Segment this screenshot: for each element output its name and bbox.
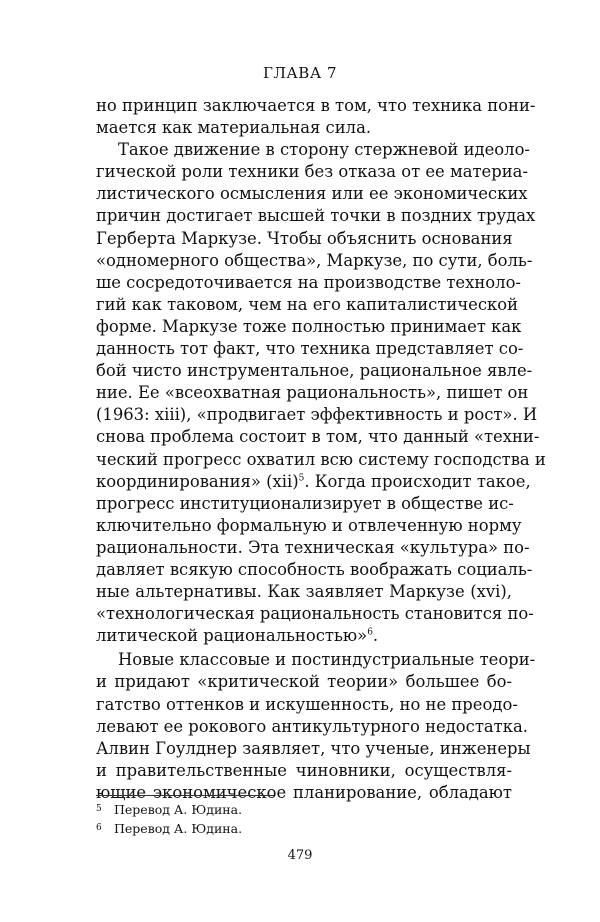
text-line: ющие экономическое планирование, обладают — [96, 782, 512, 802]
text-fragment: . — [372, 626, 379, 646]
text-line: снова проблема состоит в том, что данный «техни- — [96, 427, 540, 447]
text-fragment: литической рациональностью» — [96, 626, 368, 646]
footnote-text: Перевод А. Юдина. — [114, 821, 243, 836]
text-line: левают ее рокового антикультурного недостатка. — [96, 716, 528, 736]
text-line: мается как материальная сила. — [96, 118, 372, 138]
text-line: Алвин Гоулднер заявляет, что ученые, инженеры — [96, 738, 531, 758]
text-line — [96, 471, 531, 493]
text-line: ние. Ее «всеохватная рациональность», пишет он — [96, 383, 529, 403]
footnote-ref[interactable]: 5 — [298, 473, 305, 484]
running-header: ГЛАВА 7 — [262, 64, 337, 82]
text-line: но принцип заключается в том, что техника пони- — [96, 96, 536, 115]
text-line: Герберта Маркузе. Чтобы объяснить основания — [96, 228, 513, 248]
text-line: и придают «критической теории» большее бо- — [96, 672, 512, 692]
footnote-mark: 6 — [96, 823, 102, 833]
text-line: Такое движение в сторону стержневой идеоло- — [118, 140, 530, 160]
page-number: 479 — [287, 848, 313, 863]
footnote-mark: 5 — [96, 804, 102, 814]
text-line: ше сосредоточивается на производстве техноло- — [96, 272, 521, 292]
text-line: прогресс институционализирует в обществе ис- — [96, 493, 514, 513]
text-line: форме. Маркузе тоже полностью принимает как — [96, 316, 522, 336]
text-line: листического осмысления или ее экономических — [96, 184, 528, 204]
text-line: «одномерного общества», Маркузе, по сути, боль- — [96, 250, 533, 270]
footnote — [96, 819, 512, 838]
text-line: рациональности. Эта техническая «культура» по- — [96, 537, 530, 557]
footnote-text: Перевод А. Юдина. — [114, 802, 243, 817]
footnote — [96, 800, 512, 819]
footnote-ref[interactable]: 6 — [367, 627, 373, 638]
text-line: данность тот факт, что техника представляет со- — [96, 339, 524, 359]
text-line: гической роли техники без отказа от ее материа- — [96, 162, 528, 182]
text-line: причин достигает высшей точки в поздних трудах — [96, 206, 536, 226]
text-line: ключительно формальную и отвлеченную норму — [96, 515, 522, 535]
text-line: давляет всякую способность воображать социаль- — [96, 559, 533, 579]
text-line: бой чисто инструментальное, рациональное явле- — [96, 361, 533, 381]
text-line: ческий прогресс охватил всю систему господства и — [96, 449, 546, 469]
body-text — [96, 95, 546, 804]
text-line: (1963: xiii), «продвигает эффективность и рост». И — [96, 405, 538, 425]
text-line: гатство оттенков и искушенность, но не преодо- — [96, 694, 518, 714]
text-line: и правительственные чиновники, осуществля- — [96, 760, 512, 780]
text-line — [96, 625, 512, 647]
text-line: гий как таковом, чем на его капиталистической — [96, 294, 519, 314]
text-line: «технологическая рациональность становится по- — [96, 604, 534, 624]
footnote-divider — [96, 795, 274, 796]
text-fragment: . Когда происходит такое, — [304, 471, 531, 491]
text-line: Новые классовые и постиндустриальные теори- — [118, 650, 536, 670]
text-fragment: координирования» (xii) — [96, 471, 299, 491]
text-line: ные альтернативы. Как заявляет Маркузе (xvi), — [96, 582, 512, 602]
footnotes — [96, 800, 512, 838]
